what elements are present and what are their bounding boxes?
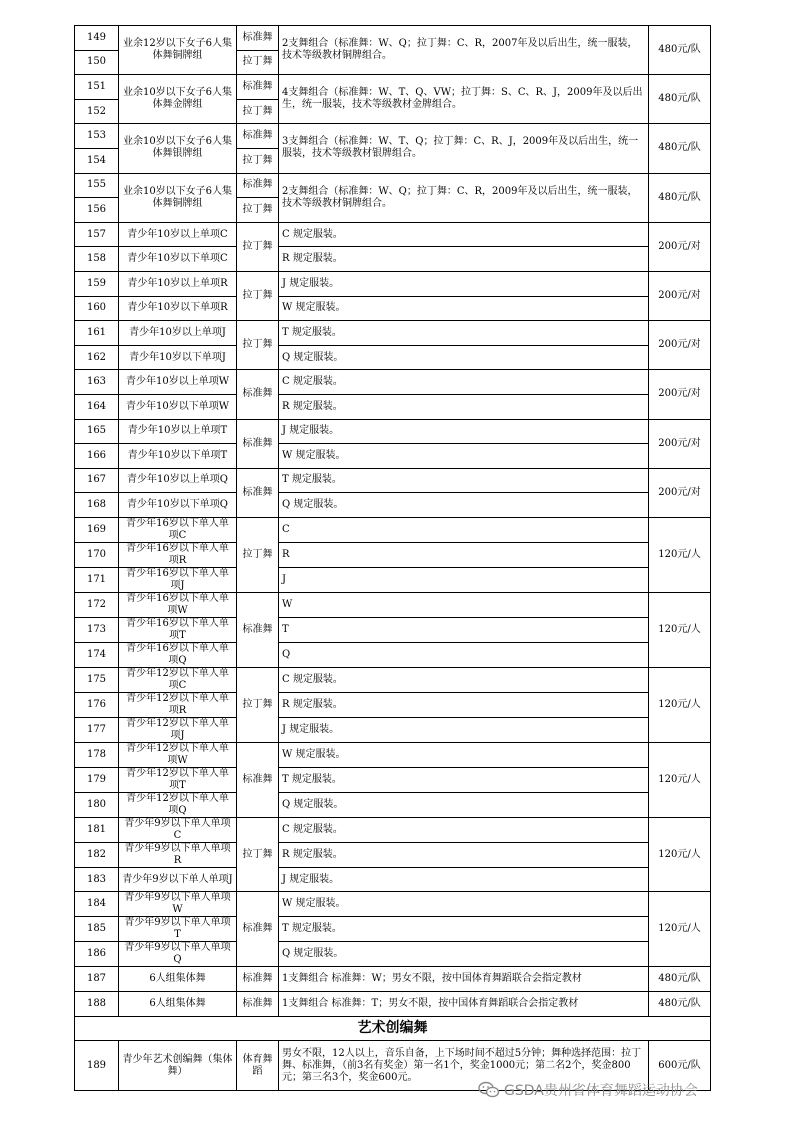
table-row: [75, 493, 711, 518]
event-description: J: [279, 567, 649, 592]
event-description: 1支舞组合 标准舞：T；男女不限，按中国体育舞蹈联合会指定教材: [279, 992, 649, 1017]
event-name: 青少年10岁以下单项R: [119, 296, 237, 321]
event-description: Q: [279, 642, 649, 667]
table-row: [75, 542, 711, 567]
row-number: 187: [75, 967, 119, 992]
row-number: 179: [75, 767, 119, 792]
entry-fee: 120元/人: [649, 667, 711, 742]
entry-fee: 120元/人: [649, 742, 711, 817]
entry-fee: 120元/人: [649, 592, 711, 667]
row-number: 182: [75, 842, 119, 867]
table-row: [75, 667, 711, 692]
row-number: 164: [75, 394, 119, 419]
event-description: W 规定服装。: [279, 892, 649, 917]
event-description: T 规定服装。: [279, 321, 649, 346]
row-number: 156: [75, 198, 119, 223]
table-row: [75, 792, 711, 817]
event-description: T 规定服装。: [279, 917, 649, 942]
row-number: 171: [75, 567, 119, 592]
row-number: 184: [75, 892, 119, 917]
table-row: [75, 517, 711, 542]
row-number: 181: [75, 817, 119, 842]
row-number: 152: [75, 99, 119, 124]
table-row: [75, 767, 711, 792]
event-description: Q 规定服装。: [279, 942, 649, 967]
dance-style: 拉丁舞: [237, 321, 279, 370]
entry-fee: 480元/队: [649, 75, 711, 124]
row-number: 163: [75, 370, 119, 395]
table-row: [75, 419, 711, 444]
table-row: [75, 173, 711, 198]
event-description: W 规定服装。: [279, 444, 649, 469]
dance-style: 标准舞: [237, 124, 279, 149]
event-description: 1支舞组合 标准舞：W；男女不限，按中国体育舞蹈联合会指定教材: [279, 967, 649, 992]
event-description: R 规定服装。: [279, 247, 649, 272]
dance-style: 标准舞: [237, 419, 279, 468]
event-name: 青少年9岁以下单人单项W: [119, 892, 237, 917]
event-description: W 规定服装。: [279, 296, 649, 321]
event-name: 青少年10岁以上单项J: [119, 321, 237, 346]
entry-fee: 480元/队: [649, 992, 711, 1017]
row-number: 161: [75, 321, 119, 346]
event-description: C: [279, 517, 649, 542]
dance-style: 拉丁舞: [237, 222, 279, 271]
table-row: [75, 592, 711, 617]
table-row: [75, 892, 711, 917]
event-name: 业余10岁以下女子6人集体舞金牌组: [119, 75, 237, 124]
row-number: 149: [75, 26, 119, 51]
event-name: 青少年10岁以下单项C: [119, 247, 237, 272]
event-name: 青少年10岁以下单项T: [119, 444, 237, 469]
row-number: 158: [75, 247, 119, 272]
row-number: 154: [75, 148, 119, 173]
row-number: 175: [75, 667, 119, 692]
row-number: 150: [75, 50, 119, 75]
row-number: 183: [75, 867, 119, 892]
event-name: 青少年12岁以下单人单项R: [119, 692, 237, 717]
table-row: [75, 468, 711, 493]
table-row: [75, 817, 711, 842]
event-name: 青少年艺术创编舞（集体舞）: [119, 1041, 237, 1091]
table-body: [75, 26, 711, 1091]
wechat-icon: [478, 1081, 500, 1099]
watermark-text: GSDA贵州省体育舞蹈运动协会: [504, 1083, 698, 1099]
entry-fee: 600元/队: [649, 1041, 711, 1091]
row-number: 162: [75, 345, 119, 370]
entry-fee: 200元/对: [649, 271, 711, 320]
event-name: 青少年12岁以下单人单项W: [119, 742, 237, 767]
row-number: 167: [75, 468, 119, 493]
entry-fee: 120元/人: [649, 817, 711, 892]
entry-fee: 120元/人: [649, 517, 711, 592]
dance-style: 标准舞: [237, 892, 279, 967]
event-description: W 规定服装。: [279, 742, 649, 767]
entry-fee: 200元/对: [649, 419, 711, 468]
event-name: 青少年16岁以下单人单项Q: [119, 642, 237, 667]
dance-style: 标准舞: [237, 742, 279, 817]
event-name: 青少年10岁以上单项R: [119, 271, 237, 296]
dance-style: 标准舞: [237, 26, 279, 51]
row-number: 160: [75, 296, 119, 321]
event-name: 业余10岁以下女子6人集体舞铜牌组: [119, 173, 237, 222]
event-description: R 规定服装。: [279, 842, 649, 867]
entry-fee: 480元/队: [649, 26, 711, 75]
event-name: 业余10岁以下女子6人集体舞银牌组: [119, 124, 237, 173]
table-row: [75, 345, 711, 370]
entry-fee: 480元/队: [649, 967, 711, 992]
event-name: 6人组集体舞: [119, 992, 237, 1017]
dance-style: 标准舞: [237, 173, 279, 198]
event-name: 青少年16岁以下单人单项C: [119, 517, 237, 542]
row-number: 170: [75, 542, 119, 567]
event-name: 青少年16岁以下单人单项R: [119, 542, 237, 567]
entry-fee: 120元/人: [649, 892, 711, 967]
event-description: J 规定服装。: [279, 717, 649, 742]
row-number: 186: [75, 942, 119, 967]
dance-style: 拉丁舞: [237, 271, 279, 320]
event-description: J 规定服装。: [279, 867, 649, 892]
row-number: 189: [75, 1041, 119, 1091]
table-row: [75, 271, 711, 296]
event-name: 青少年16岁以下单人单项W: [119, 592, 237, 617]
table-row: [75, 717, 711, 742]
row-number: 176: [75, 692, 119, 717]
row-number: 165: [75, 419, 119, 444]
event-description: Q 规定服装。: [279, 493, 649, 518]
entry-fee: 200元/对: [649, 222, 711, 271]
event-name: 青少年9岁以下单人单项J: [119, 867, 237, 892]
row-number: 173: [75, 617, 119, 642]
dance-style: 标准舞: [237, 75, 279, 100]
table-row: [75, 75, 711, 100]
event-name: 青少年10岁以下单项J: [119, 345, 237, 370]
table-row: [75, 321, 711, 346]
entry-fee: 200元/对: [649, 321, 711, 370]
row-number: 157: [75, 222, 119, 247]
entry-fee: 200元/对: [649, 370, 711, 419]
table-row: [75, 742, 711, 767]
row-number: 185: [75, 917, 119, 942]
event-name: 青少年12岁以下单人单项J: [119, 717, 237, 742]
table-row: [75, 867, 711, 892]
dance-style: 拉丁舞: [237, 198, 279, 223]
event-schedule-table: [74, 25, 711, 1091]
row-number: 188: [75, 992, 119, 1017]
event-description: 4支舞组合（标准舞：W、T、Q、VW；拉丁舞：S、C、R、J，2009年及以后出生，统一服装，技术等级教材金牌组合。: [279, 75, 649, 124]
event-name: 青少年9岁以下单人单项Q: [119, 942, 237, 967]
table-row: [75, 992, 711, 1017]
table-row: [75, 642, 711, 667]
row-number: 177: [75, 717, 119, 742]
entry-fee: 480元/队: [649, 173, 711, 222]
event-description: T 规定服装。: [279, 468, 649, 493]
table-row: [75, 917, 711, 942]
event-name: 青少年10岁以上单项C: [119, 222, 237, 247]
event-name: 青少年16岁以下单人单项T: [119, 617, 237, 642]
event-name: 青少年10岁以上单项W: [119, 370, 237, 395]
event-description: T: [279, 617, 649, 642]
dance-style: 标准舞: [237, 967, 279, 992]
event-description: R 规定服装。: [279, 692, 649, 717]
row-number: 172: [75, 592, 119, 617]
event-description: Q 规定服装。: [279, 345, 649, 370]
table-row: [75, 842, 711, 867]
event-name: 青少年12岁以下单人单项C: [119, 667, 237, 692]
table-row: [75, 370, 711, 395]
table-row: [75, 567, 711, 592]
row-number: 159: [75, 271, 119, 296]
event-name: 青少年16岁以下单人单项J: [119, 567, 237, 592]
table-row: [75, 296, 711, 321]
event-name: 青少年9岁以下单人单项C: [119, 817, 237, 842]
event-description: R 规定服装。: [279, 394, 649, 419]
event-name: 业余12岁以下女子6人集体舞铜牌组: [119, 26, 237, 75]
dance-style: 拉丁舞: [237, 817, 279, 892]
event-name: 青少年12岁以下单人单项T: [119, 767, 237, 792]
table-row: [75, 617, 711, 642]
row-number: 155: [75, 173, 119, 198]
table-row: [75, 394, 711, 419]
watermark: [478, 1079, 778, 1101]
row-number: 151: [75, 75, 119, 100]
row-number: 169: [75, 517, 119, 542]
event-description: 3支舞组合（标准舞：W、T、Q；拉丁舞：C、R、J，2009年及以后出生，统一服装，技术等级教材银牌组合。: [279, 124, 649, 173]
row-number: 166: [75, 444, 119, 469]
event-name: 青少年12岁以下单人单项Q: [119, 792, 237, 817]
event-description: W: [279, 592, 649, 617]
table-row: [75, 942, 711, 967]
dance-style: 拉丁舞: [237, 50, 279, 75]
event-description: 2支舞组合（标准舞：W、Q；拉丁舞：C、R，2009年及以后出生，统一服装，技术等级教材铜牌组合。: [279, 173, 649, 222]
dance-style: 体育舞蹈: [237, 1041, 279, 1091]
dance-style: 拉丁舞: [237, 667, 279, 742]
table-row: [75, 26, 711, 51]
event-description: R: [279, 542, 649, 567]
table-row: [75, 124, 711, 149]
entry-fee: 480元/队: [649, 124, 711, 173]
section-title: 艺术创编舞: [75, 1016, 711, 1041]
event-name: 青少年10岁以下单项W: [119, 394, 237, 419]
event-name: 青少年9岁以下单人单项R: [119, 842, 237, 867]
event-description: C 规定服装。: [279, 817, 649, 842]
event-description: C 规定服装。: [279, 370, 649, 395]
row-number: 153: [75, 124, 119, 149]
event-description: Q 规定服装。: [279, 792, 649, 817]
dance-style: 拉丁舞: [237, 99, 279, 124]
table-row: [75, 444, 711, 469]
row-number: 174: [75, 642, 119, 667]
table-row: [75, 247, 711, 272]
event-name: 青少年9岁以下单人单项T: [119, 917, 237, 942]
event-name: 青少年10岁以上单项T: [119, 419, 237, 444]
event-description: T 规定服装。: [279, 767, 649, 792]
event-description: J 规定服装。: [279, 271, 649, 296]
dance-style: 标准舞: [237, 992, 279, 1017]
event-description: 2支舞组合（标准舞：W、Q；拉丁舞：C、R，2007年及以后出生，统一服装，技术等级教材铜牌组合。: [279, 26, 649, 75]
event-description: J 规定服装。: [279, 419, 649, 444]
event-name: 青少年10岁以上单项Q: [119, 468, 237, 493]
dance-style: 标准舞: [237, 592, 279, 667]
event-description: C 规定服装。: [279, 667, 649, 692]
event-description: 男女不限，12人以上，音乐自备，上下场时间不超过5分钟；舞种选择范围：拉丁舞、标准舞，（前3名有奖金）第一名1个，奖金1000元；第二名2个，奖金800元；第三名3个，奖金600元。: [279, 1041, 649, 1091]
row-number: 168: [75, 493, 119, 518]
entry-fee: 200元/对: [649, 468, 711, 517]
dance-style: 拉丁舞: [237, 517, 279, 592]
row-number: 180: [75, 792, 119, 817]
dance-style: 拉丁舞: [237, 148, 279, 173]
table-row: [75, 692, 711, 717]
dance-style: 标准舞: [237, 468, 279, 517]
table-row: [75, 967, 711, 992]
event-description: C 规定服装。: [279, 222, 649, 247]
table-row: [75, 222, 711, 247]
dance-style: 标准舞: [237, 370, 279, 419]
event-name: 青少年10岁以下单项Q: [119, 493, 237, 518]
section-row: [75, 1016, 711, 1041]
event-name: 6人组集体舞: [119, 967, 237, 992]
row-number: 178: [75, 742, 119, 767]
